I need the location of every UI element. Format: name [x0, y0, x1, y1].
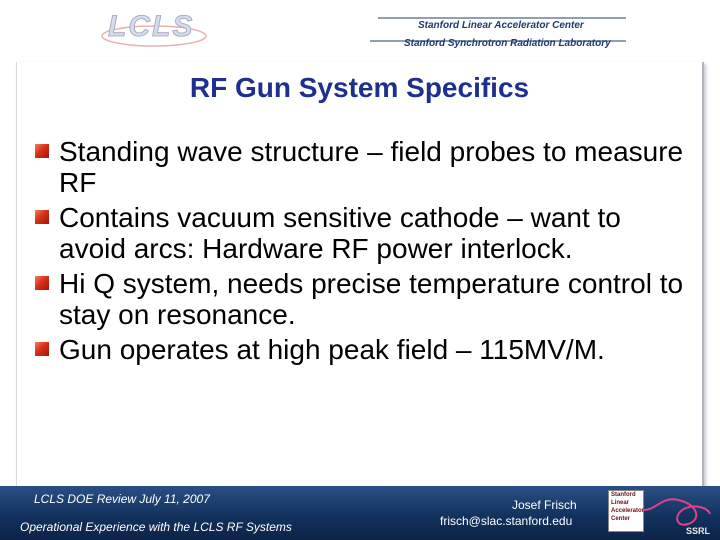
square-bullet-icon: [35, 210, 49, 224]
org-name-ssrl: Stanford Synchrotron Radiation Laboratory: [404, 38, 611, 49]
bullet-item: [35, 202, 695, 264]
slac-logo-line: Center: [611, 516, 631, 522]
slide-header: [0, 0, 720, 62]
slac-logo: [606, 490, 716, 538]
bullet-item: [35, 268, 695, 330]
bullet-item: [35, 334, 695, 365]
org-name-slac: Stanford Linear Accelerator Center: [418, 20, 584, 31]
footer-author: Josef Frisch: [512, 498, 577, 512]
bullet-list: [35, 136, 695, 369]
square-bullet-icon: [35, 144, 49, 158]
footer-review-label: LCLS DOE Review July 11, 2007: [34, 492, 210, 506]
slac-logo-line: Stanford: [611, 492, 636, 498]
square-bullet-icon: [35, 342, 49, 356]
slac-logo-line: Linear: [611, 500, 630, 506]
footer-talk-title: Operational Experience with the LCLS RF Systems: [20, 520, 292, 534]
bullet-text: Hi Q system, needs precise temperature control to stay on resonance.: [59, 268, 684, 330]
slide-title: RF Gun System Specifics: [189, 72, 530, 103]
footer-email: frisch@slac.stanford.edu: [440, 514, 573, 528]
lcls-logo: [100, 6, 210, 50]
lcls-logo-text: LCLS: [108, 10, 195, 43]
slac-logo-line: Accelerator: [611, 508, 645, 514]
slide-body: [16, 62, 704, 486]
square-bullet-icon: [35, 276, 49, 290]
organization-banner: [386, 16, 626, 56]
bullet-text: Gun operates at high peak field – 115MV/M.: [59, 334, 605, 365]
bullet-text: Contains vacuum sensitive cathode – want to avoid arcs: Hardware RF power interlock.: [59, 202, 621, 264]
slide-footer: [0, 486, 720, 540]
bullet-item: [35, 136, 695, 198]
banner-rule-top: [378, 17, 626, 19]
ssrl-tag: SSRL: [685, 526, 710, 536]
bullet-text: Standing wave structure – field probes to measure RF: [59, 136, 684, 198]
slac-logo-box: [608, 490, 644, 532]
